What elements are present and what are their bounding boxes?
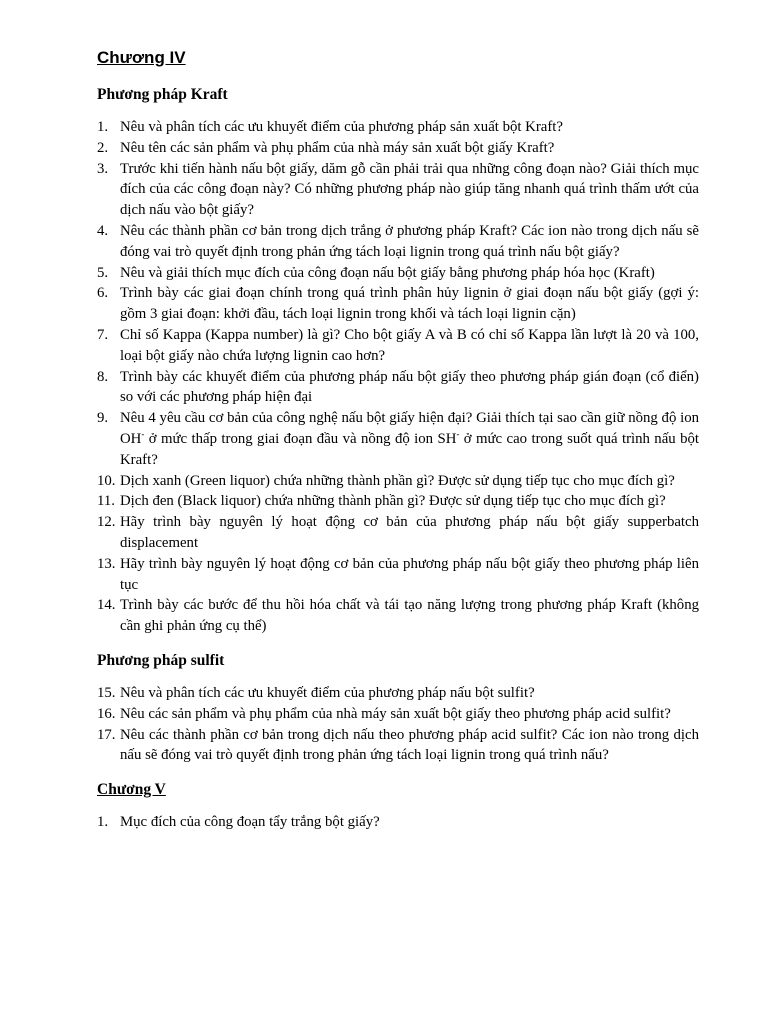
question-item: 17. Nêu các thành phần cơ bản trong dịch nấu theo phương pháp acid sulfit? Các ion nào trong dịch nấu sẽ đóng vai trò quyết định trong phản ứng tách loại lignin trong quá trình nấu?: [97, 726, 699, 764]
question-item: 12. Hãy trình bày nguyên lý hoạt động cơ bản của phương pháp nấu bột giấy supperbatch displacement: [97, 514, 699, 551]
question-item: 5. Nêu và giải thích mục đích của công đoạn nấu bột giấy bằng phương pháp hóa học (Kraft): [97, 264, 655, 281]
question-item: 14. Trình bày các bước để thu hồi hóa chất và tái tạo năng lượng trong phương pháp Kraft (không cần ghi phản ứng cụ thể): [97, 597, 699, 635]
kraft-question-list: [97, 117, 699, 637]
chapter-5-title: Chương V: [97, 781, 166, 799]
question-item: 1. Nêu và phân tích các ưu khuyết điểm của phương pháp sản xuất bột Kraft?: [97, 119, 563, 135]
question-item: 16. Nêu các sản phẩm và phụ phẩm của nhà máy sản xuất bột giấy theo phương pháp acid sulfit?: [97, 705, 671, 722]
question-item: 15. Nêu và phân tích các ưu khuyết điểm của phương pháp nấu bột sulfit?: [97, 684, 535, 701]
question-item: 11. Dịch đen (Black liquor) chứa những thành phần gì? Được sử dụng tiếp tục cho mục đích gì?: [97, 493, 666, 510]
question-item: 6. Trình bày các giai đoạn chính trong quá trình phân hủy lignin ở giai đoạn nấu bột giấy (gợi ý: gồm 3 giai đoạn: khởi đầu, tách loại lignin trong khối và tách loại lignin cặn): [97, 285, 699, 323]
question-item: 1. Mục đích của công đoạn tẩy trắng bột giấy?: [97, 814, 380, 831]
question-item: 7. Chỉ số Kappa (Kappa number) là gì? Cho bột giấy A và B có chỉ số Kappa lần lượt là 20 và 100, loại bột giấy nào chứa lượng lignin cao hơn?: [97, 326, 699, 364]
chapter-4-title: Chương IV: [97, 48, 186, 67]
question-item: 4. Nêu các thành phần cơ bản trong dịch trắng ở phương pháp Kraft? Các ion nào trong dịch nấu sẽ đóng vai trò quyết định trong phản ứng tách loại lignin trong quá trình nấu bột giấy?: [97, 222, 699, 260]
section-kraft-title: Phương pháp Kraft: [97, 86, 228, 103]
question-item: 3. Trước khi tiến hành nấu bột giấy, dăm gỗ cần phải trải qua những công đoạn nào? Giải thích mục đích của các công đoạn này? Có những phương pháp nào giúp tăng nhanh quá trình thấm ướt của dịch nấu vào bột giấy?: [97, 160, 699, 219]
question-item: 10. Dịch xanh (Green liquor) chứa những thành phần gì? Được sử dụng tiếp tục cho mục đích gì?: [97, 472, 675, 489]
question-item: 13. Hãy trình bày nguyên lý hoạt động cơ bản của phương pháp nấu bột giấy theo phương pháp liên tục: [97, 555, 699, 593]
question-item: 9. Nêu 4 yêu cầu cơ bản của công nghệ nấu bột giấy hiện đại? Giải thích tại sao cần giữ nồng độ ion OH- ở mức thấp trong giai đoạn đầu và nồng độ ion SH- ở mức cao trong suốt quá trình nấu bột Kraft?: [97, 410, 699, 468]
chapter-5-question-list: [97, 812, 699, 833]
question-item: 2. Nêu tên các sản phẩm và phụ phẩm của nhà máy sản xuất bột giấy Kraft?: [97, 139, 555, 156]
question-item: 8. Trình bày các khuyết điểm của phương pháp nấu bột giấy theo phương pháp gián đoạn (cổ điển) so với các phương pháp hiện đại: [97, 368, 699, 406]
section-sulfit-title: Phương pháp sulfit: [97, 651, 225, 669]
sulfit-question-list: [97, 683, 699, 766]
